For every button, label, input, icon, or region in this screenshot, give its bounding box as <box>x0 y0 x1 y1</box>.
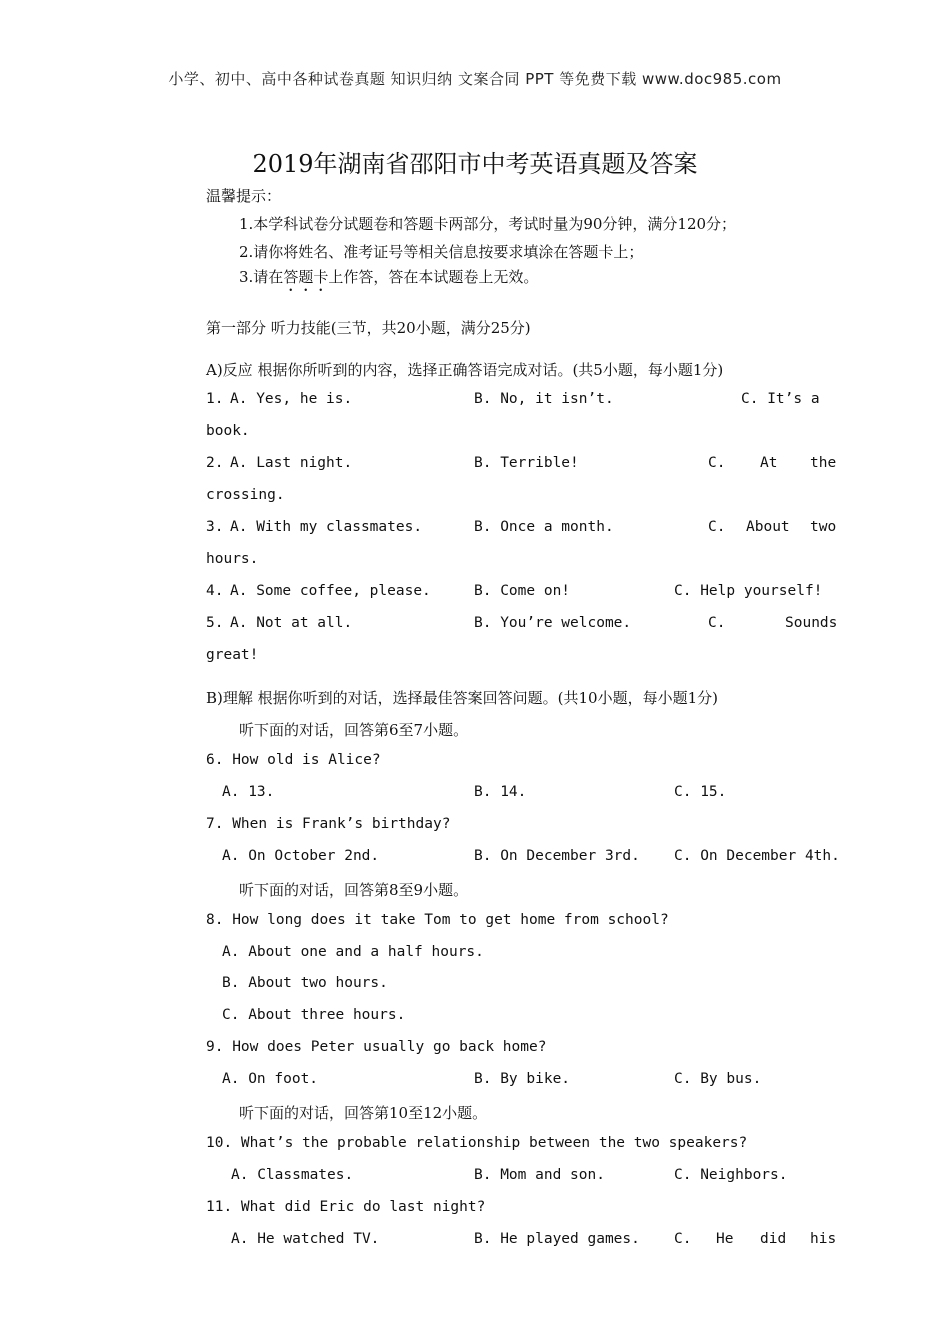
q4-option-a: A. Some coffee, please. <box>230 583 431 599</box>
q7-question: 7. When is Frank’s birthday? <box>206 816 451 832</box>
q9-option-b: B. By bike. <box>474 1071 571 1087</box>
q2-option-c-word2: the <box>810 455 837 471</box>
q2-option-b: B. Terrible! <box>474 455 579 471</box>
q11-option-c-label: C. <box>674 1231 692 1247</box>
q8-question: 8. How long does it take Tom to get home from school? <box>206 912 669 928</box>
q3-option-b: B. Once a month. <box>474 519 614 535</box>
q5-number: 5. <box>206 615 224 631</box>
q8-option-b: B. About two hours. <box>222 975 388 991</box>
q2-option-c-word1: At <box>760 455 778 471</box>
q9-option-a: A. On foot. <box>222 1071 319 1087</box>
q10-option-a: A. Classmates. <box>231 1167 354 1183</box>
q10-option-b: B. Mom and son. <box>474 1167 605 1183</box>
part1-heading: 第一部分 听力技能(三节，共20小题，满分25分) <box>206 319 531 337</box>
q11-option-c-word1: He <box>716 1231 734 1247</box>
q5-option-b: B. You’re welcome. <box>474 615 632 631</box>
q11-option-a: A. He watched TV. <box>231 1231 380 1247</box>
q9-option-c: C. By bus. <box>674 1071 762 1087</box>
q2-option-c-label: C. <box>708 455 726 471</box>
answer-sheet-emphasis: 答题卡 <box>283 268 329 286</box>
q11-option-c-word3: his <box>810 1231 837 1247</box>
q6-option-c: C. 15. <box>674 784 727 800</box>
q10-option-c: C. Neighbors. <box>674 1167 788 1183</box>
site-header: 小学、初中、高中各种试卷真题 知识归纳 文案合同 PPT 等免费下载 www.doc985.com <box>168 70 782 88</box>
q6-option-b: B. 14. <box>474 784 527 800</box>
q11-question: 11. What did Eric do last night? <box>206 1199 486 1215</box>
section-b-heading: B)理解 根据你听到的对话，选择最佳答案回答问题。(共10小题，每小题1分) <box>206 689 718 707</box>
q10-question: 10. What’s the probable relationship between the two speakers? <box>206 1135 748 1151</box>
q6-option-a: A. 13. <box>222 784 275 800</box>
q1-option-a: A. Yes, he is. <box>230 391 353 407</box>
notice-item-1: 1.本学科试卷分试题卷和答题卡两部分，考试时量为90分钟，满分120分； <box>239 215 737 233</box>
q3-option-c-word2: two <box>810 519 837 535</box>
q5-option-c-word1: Sounds <box>785 615 838 631</box>
q2-number: 2. <box>206 455 224 471</box>
q3-option-c-word1: About <box>746 519 790 535</box>
q1-number: 1. <box>206 391 224 407</box>
page-title: 2019年湖南省邵阳市中考英语真题及答案 <box>252 150 698 178</box>
q3-option-c-wrap: hours. <box>206 551 259 567</box>
listen-instruction-10-12: 听下面的对话，回答第10至12小题。 <box>239 1104 488 1122</box>
q5-option-a: A. Not at all. <box>230 615 353 631</box>
q7-option-a: A. On October 2nd. <box>222 848 380 864</box>
q5-option-c-wrap: great! <box>206 647 259 663</box>
q4-option-c: C. Help yourself! <box>674 583 823 599</box>
q1-option-b: B. No, it isn’t. <box>474 391 614 407</box>
q9-question: 9. How does Peter usually go back home? <box>206 1039 547 1055</box>
notice-heading: 温馨提示： <box>206 187 282 205</box>
q2-option-c-wrap: crossing. <box>206 487 285 503</box>
q5-option-c-label: C. <box>708 615 726 631</box>
q3-option-c-label: C. <box>708 519 726 535</box>
q4-number: 4. <box>206 583 224 599</box>
q7-option-b: B. On December 3rd. <box>474 848 640 864</box>
q7-option-c: C. On December 4th. <box>674 848 840 864</box>
q11-option-b: B. He played games. <box>474 1231 640 1247</box>
q6-question: 6. How old is Alice? <box>206 752 381 768</box>
notice-item-3 <box>239 266 538 295</box>
section-a-heading: A)反应 根据你所听到的内容，选择正确答语完成对话。(共5小题，每小题1分) <box>206 361 724 379</box>
q3-number: 3. <box>206 519 224 535</box>
q8-option-c: C. About three hours. <box>222 1007 406 1023</box>
notice-item-3-pre: 3.请在 <box>239 268 284 286</box>
notice-item-2: 2.请你将姓名、准考证号等相关信息按要求填涂在答题卡上； <box>239 243 644 261</box>
listen-instruction-8-9: 听下面的对话，回答第8至9小题。 <box>239 881 469 899</box>
q2-option-a: A. Last night. <box>230 455 353 471</box>
listen-instruction-6-7: 听下面的对话，回答第6至7小题。 <box>239 721 469 739</box>
q1-option-c-wrap: book. <box>206 423 250 439</box>
q3-option-a: A. With my classmates. <box>230 519 423 535</box>
notice-item-3-post: 上作答，答在本试题卷上无效。 <box>328 268 539 286</box>
q8-option-a: A. About one and a half hours. <box>222 944 484 960</box>
q1-option-c: C. It’s a <box>741 391 820 407</box>
q4-option-b: B. Come on! <box>474 583 571 599</box>
q11-option-c-word2: did <box>760 1231 787 1247</box>
